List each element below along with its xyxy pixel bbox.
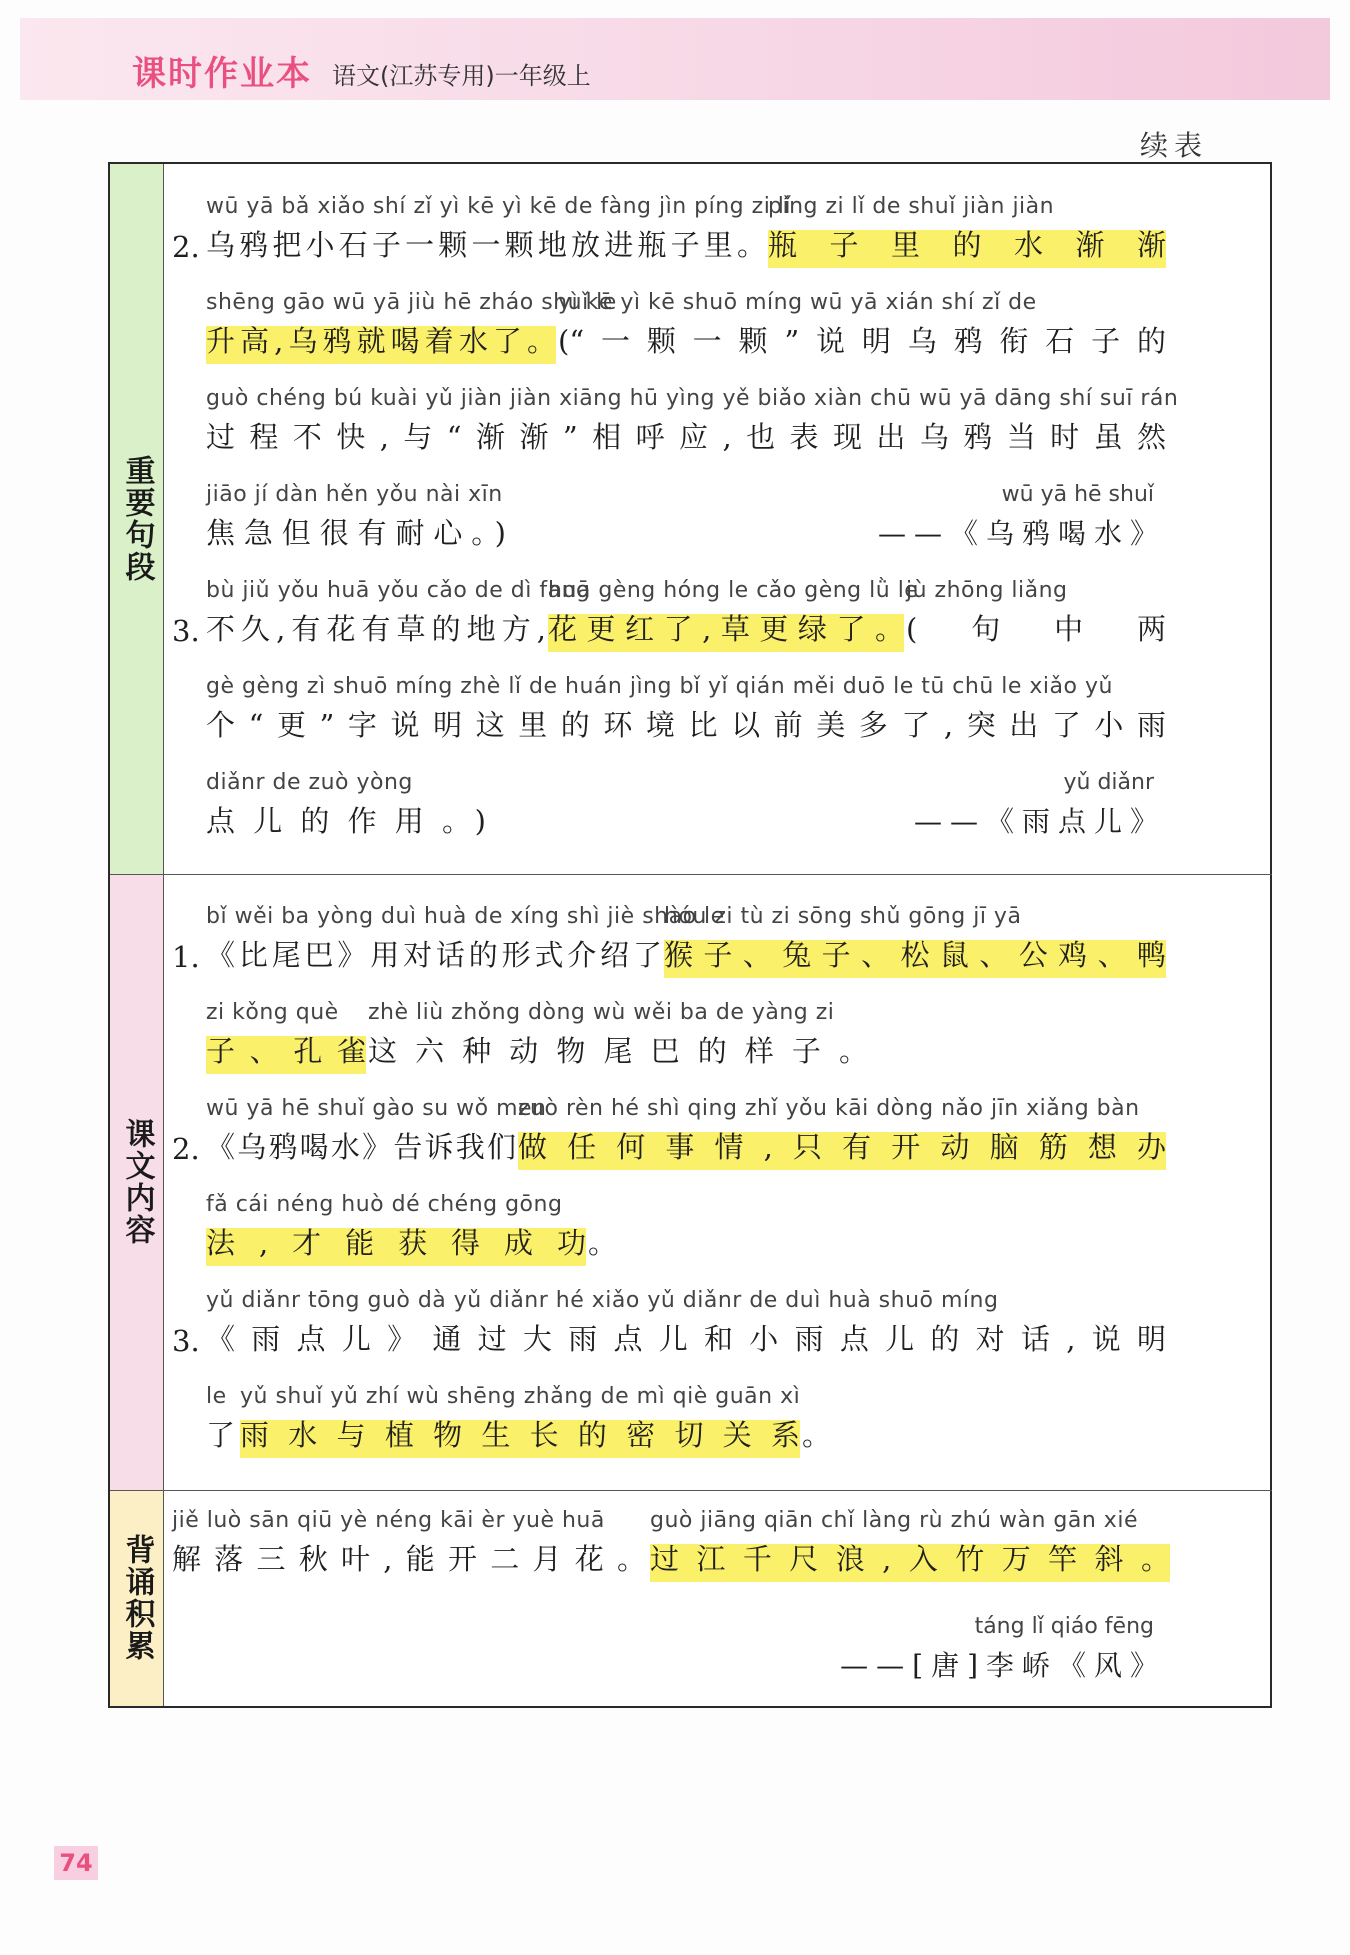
text-segment: [206, 578, 591, 652]
highlighted-segment: [206, 1000, 366, 1074]
pinyin-text: bù jiǔ yǒu huā yǒu cǎo de dì fang: [206, 578, 591, 603]
item-number: 1.: [172, 940, 200, 974]
section-label-key-sentences: 重要句段: [110, 164, 164, 874]
text-line: [110, 578, 1210, 652]
text-segment: [802, 1384, 842, 1458]
book-subtitle: 语文(江苏专用)一年级上: [332, 62, 591, 90]
source-pinyin: wū yā hē shuǐ: [1001, 482, 1154, 507]
pinyin-text: huā gèng hóng le cǎo gèng lǜ le: [548, 578, 919, 603]
hanzi-text: 猴子、兔子、松鼠、公鸡、鸭: [664, 938, 1166, 972]
hanzi-text: 花更红了,草更绿了。: [548, 612, 904, 646]
text-segment: [206, 1096, 547, 1170]
pinyin-text: zuò rèn hé shì qing zhǐ yǒu kāi dòng nǎo jīn xiǎng bàn: [518, 1096, 1140, 1121]
section-divider: [110, 874, 1272, 875]
pinyin-text: jiě luò sān qiū yè néng kāi èr yuè huā: [172, 1508, 605, 1533]
source-title: ——《雨点儿》: [913, 805, 1166, 838]
pinyin-text: guò chéng bú kuài yǔ jiàn jiàn xiāng hū yìng yě biǎo xiàn chū wū yā dāng shí suī rán: [206, 386, 1179, 411]
item-number: 3.: [172, 614, 200, 648]
hanzi-text: 过程不快,与“渐渐”相呼应,也表现出乌鸦当时虽然: [206, 420, 1166, 454]
pinyin-text: yǔ shuǐ yǔ zhí wù shēng zhǎng de mì qiè guān xì: [240, 1384, 801, 1409]
pinyin-text: shēng gāo wū yā jiù hē zháo shuǐ le: [206, 290, 617, 315]
hanzi-text: 个“更”字说明这里的环境比以前美多了,突出了小雨: [206, 708, 1166, 742]
text-segment: [206, 482, 506, 556]
source-title: ——[唐]李峤《风》: [840, 1649, 1166, 1682]
pinyin-text: guò jiāng qiān chǐ làng rù zhú wàn gān xié: [650, 1508, 1138, 1533]
text-segment: [206, 674, 1166, 748]
source-title: ——《乌鸦喝水》: [877, 517, 1166, 550]
pinyin-text: jiāo jí dàn hěn yǒu nài xīn: [206, 482, 503, 507]
hanzi-text: (句中两: [906, 612, 1166, 646]
text-segment: [206, 1288, 1166, 1362]
pinyin-text: hóu zi tù zi sōng shǔ gōng jī yā: [664, 904, 1022, 929]
hanzi-text: 过江千尺浪,入竹万竿斜。: [650, 1542, 1170, 1576]
text-line: [110, 386, 1210, 460]
highlighted-segment: [206, 1192, 586, 1266]
hanzi-text: 焦急但很有耐心。): [206, 516, 506, 550]
text-line: [110, 1508, 1210, 1582]
text-segment: [172, 578, 204, 652]
page-header: [20, 18, 1330, 100]
text-line: [110, 1192, 1210, 1266]
pinyin-text: yǔ diǎnr tōng guò dà yǔ diǎnr hé xiǎo yǔ diǎnr de duì huà shuō míng: [206, 1288, 999, 1313]
hanzi-text: 《雨点儿》通过大雨点儿和小雨点儿的对话,说明: [206, 1322, 1166, 1356]
pinyin-text: gè gèng zì shuō míng zhè lǐ de huán jìng bǐ yǐ qián měi duō le tū chū le xiǎo yǔ: [206, 674, 1113, 699]
hanzi-text: 。: [588, 1226, 618, 1260]
text-segment: [172, 194, 204, 268]
hanzi-text: 子、孔雀: [206, 1034, 366, 1068]
text-segment: [206, 386, 1179, 460]
hanzi-text: 雨水与植物生长的密切关系: [240, 1418, 800, 1452]
item-number: 3.: [172, 1324, 200, 1358]
hanzi-text: 做任何事情,只有开动脑筋想办: [518, 1130, 1166, 1164]
hanzi-text: 不久,有花有草的地方,: [206, 612, 546, 646]
hanzi-text: 乌鸦把小石子一颗一颗地放进瓶子里。: [206, 228, 766, 262]
highlighted-segment: [518, 1096, 1166, 1170]
section-label-text-content: 课文内容: [110, 874, 164, 1490]
pinyin-text: yì kē yì kē shuō míng wū yā xián shí zǐ de: [558, 290, 1037, 315]
hanzi-text: 法,才能获得成功: [206, 1226, 586, 1260]
text-segment: [206, 904, 725, 978]
source-citation: [877, 482, 1166, 556]
pinyin-text: diǎnr de zuò yòng: [206, 770, 413, 795]
text-segment: [172, 1288, 204, 1362]
text-line: [110, 904, 1210, 978]
hanzi-text: 点儿的作用。): [206, 804, 486, 838]
content-table: [108, 162, 1272, 1708]
item-number: 2.: [172, 1132, 200, 1166]
pinyin-text: le: [206, 1384, 227, 1409]
text-segment: [206, 770, 486, 844]
section-label-recitation: 背诵积累: [110, 1490, 164, 1706]
text-line: [110, 1096, 1210, 1170]
pinyin-text: píng zi lǐ de shuǐ jiàn jiàn: [768, 194, 1055, 219]
hanzi-text: (“一颗一颗”说明乌鸦衔石子的: [558, 324, 1166, 358]
source-pinyin: yǔ diǎnr: [1063, 770, 1154, 795]
text-line: [110, 290, 1210, 364]
text-line: [110, 1000, 1210, 1074]
pinyin-text: wū yā hē shuǐ gào su wǒ men: [206, 1096, 547, 1121]
text-line: [110, 770, 1210, 844]
source-citation: [840, 1614, 1166, 1688]
text-segment: [558, 290, 1166, 364]
text-segment: [906, 578, 1166, 652]
text-segment: [172, 1096, 204, 1170]
highlighted-segment: [768, 194, 1166, 268]
pinyin-text: bǐ wěi ba yòng duì huà de xíng shì jiè shào le: [206, 904, 725, 929]
text-line: [110, 194, 1210, 268]
hanzi-text: 这六种动物尾巴的样子。: [368, 1034, 868, 1068]
pinyin-text: jù zhōng liǎng: [906, 578, 1068, 603]
source-pinyin: táng lǐ qiáo fēng: [974, 1614, 1154, 1639]
hanzi-text: 《比尾巴》用对话的形式介绍了: [206, 938, 662, 972]
text-line: [110, 482, 1210, 556]
pinyin-text: zhè liù zhǒng dòng wù wěi ba de yàng zi: [368, 1000, 835, 1025]
highlighted-segment: [650, 1508, 1170, 1582]
text-segment: [368, 1000, 868, 1074]
text-line: [110, 1614, 1210, 1688]
book-brand: 课时作业本: [132, 54, 312, 94]
hanzi-text: 瓶子里的水渐渐: [768, 228, 1166, 262]
text-segment: [206, 194, 792, 268]
text-segment: [206, 1384, 238, 1458]
hanzi-text: 了: [206, 1418, 236, 1452]
item-number: 2.: [172, 230, 200, 264]
text-segment: [172, 1508, 646, 1582]
highlighted-segment: [240, 1384, 800, 1458]
highlighted-segment: [206, 290, 617, 364]
page-number: 74: [54, 1846, 98, 1880]
highlighted-segment: [664, 904, 1166, 978]
highlighted-segment: [548, 578, 919, 652]
section-divider: [110, 1490, 1272, 1491]
source-citation: [890, 770, 1166, 844]
pinyin-text: fǎ cái néng huò dé chéng gōng: [206, 1192, 563, 1217]
text-segment: [172, 904, 204, 978]
hanzi-text: 解落三秋叶,能开二月花。: [172, 1542, 646, 1576]
text-line: [110, 1288, 1210, 1362]
continued-label: 续表: [1140, 129, 1209, 162]
hanzi-text: 升高,乌鸦就喝着水了。: [206, 324, 556, 358]
text-line: [110, 674, 1210, 748]
pinyin-text: zi kǒng què: [206, 1000, 339, 1025]
text-segment: [588, 1192, 628, 1266]
hanzi-text: 《乌鸦喝水》告诉我们: [206, 1130, 516, 1164]
pinyin-text: wū yā bǎ xiǎo shí zǐ yì kē yì kē de fàng jìn píng zi lǐ: [206, 194, 792, 219]
text-line: [110, 1384, 1210, 1458]
hanzi-text: 。: [802, 1418, 832, 1452]
